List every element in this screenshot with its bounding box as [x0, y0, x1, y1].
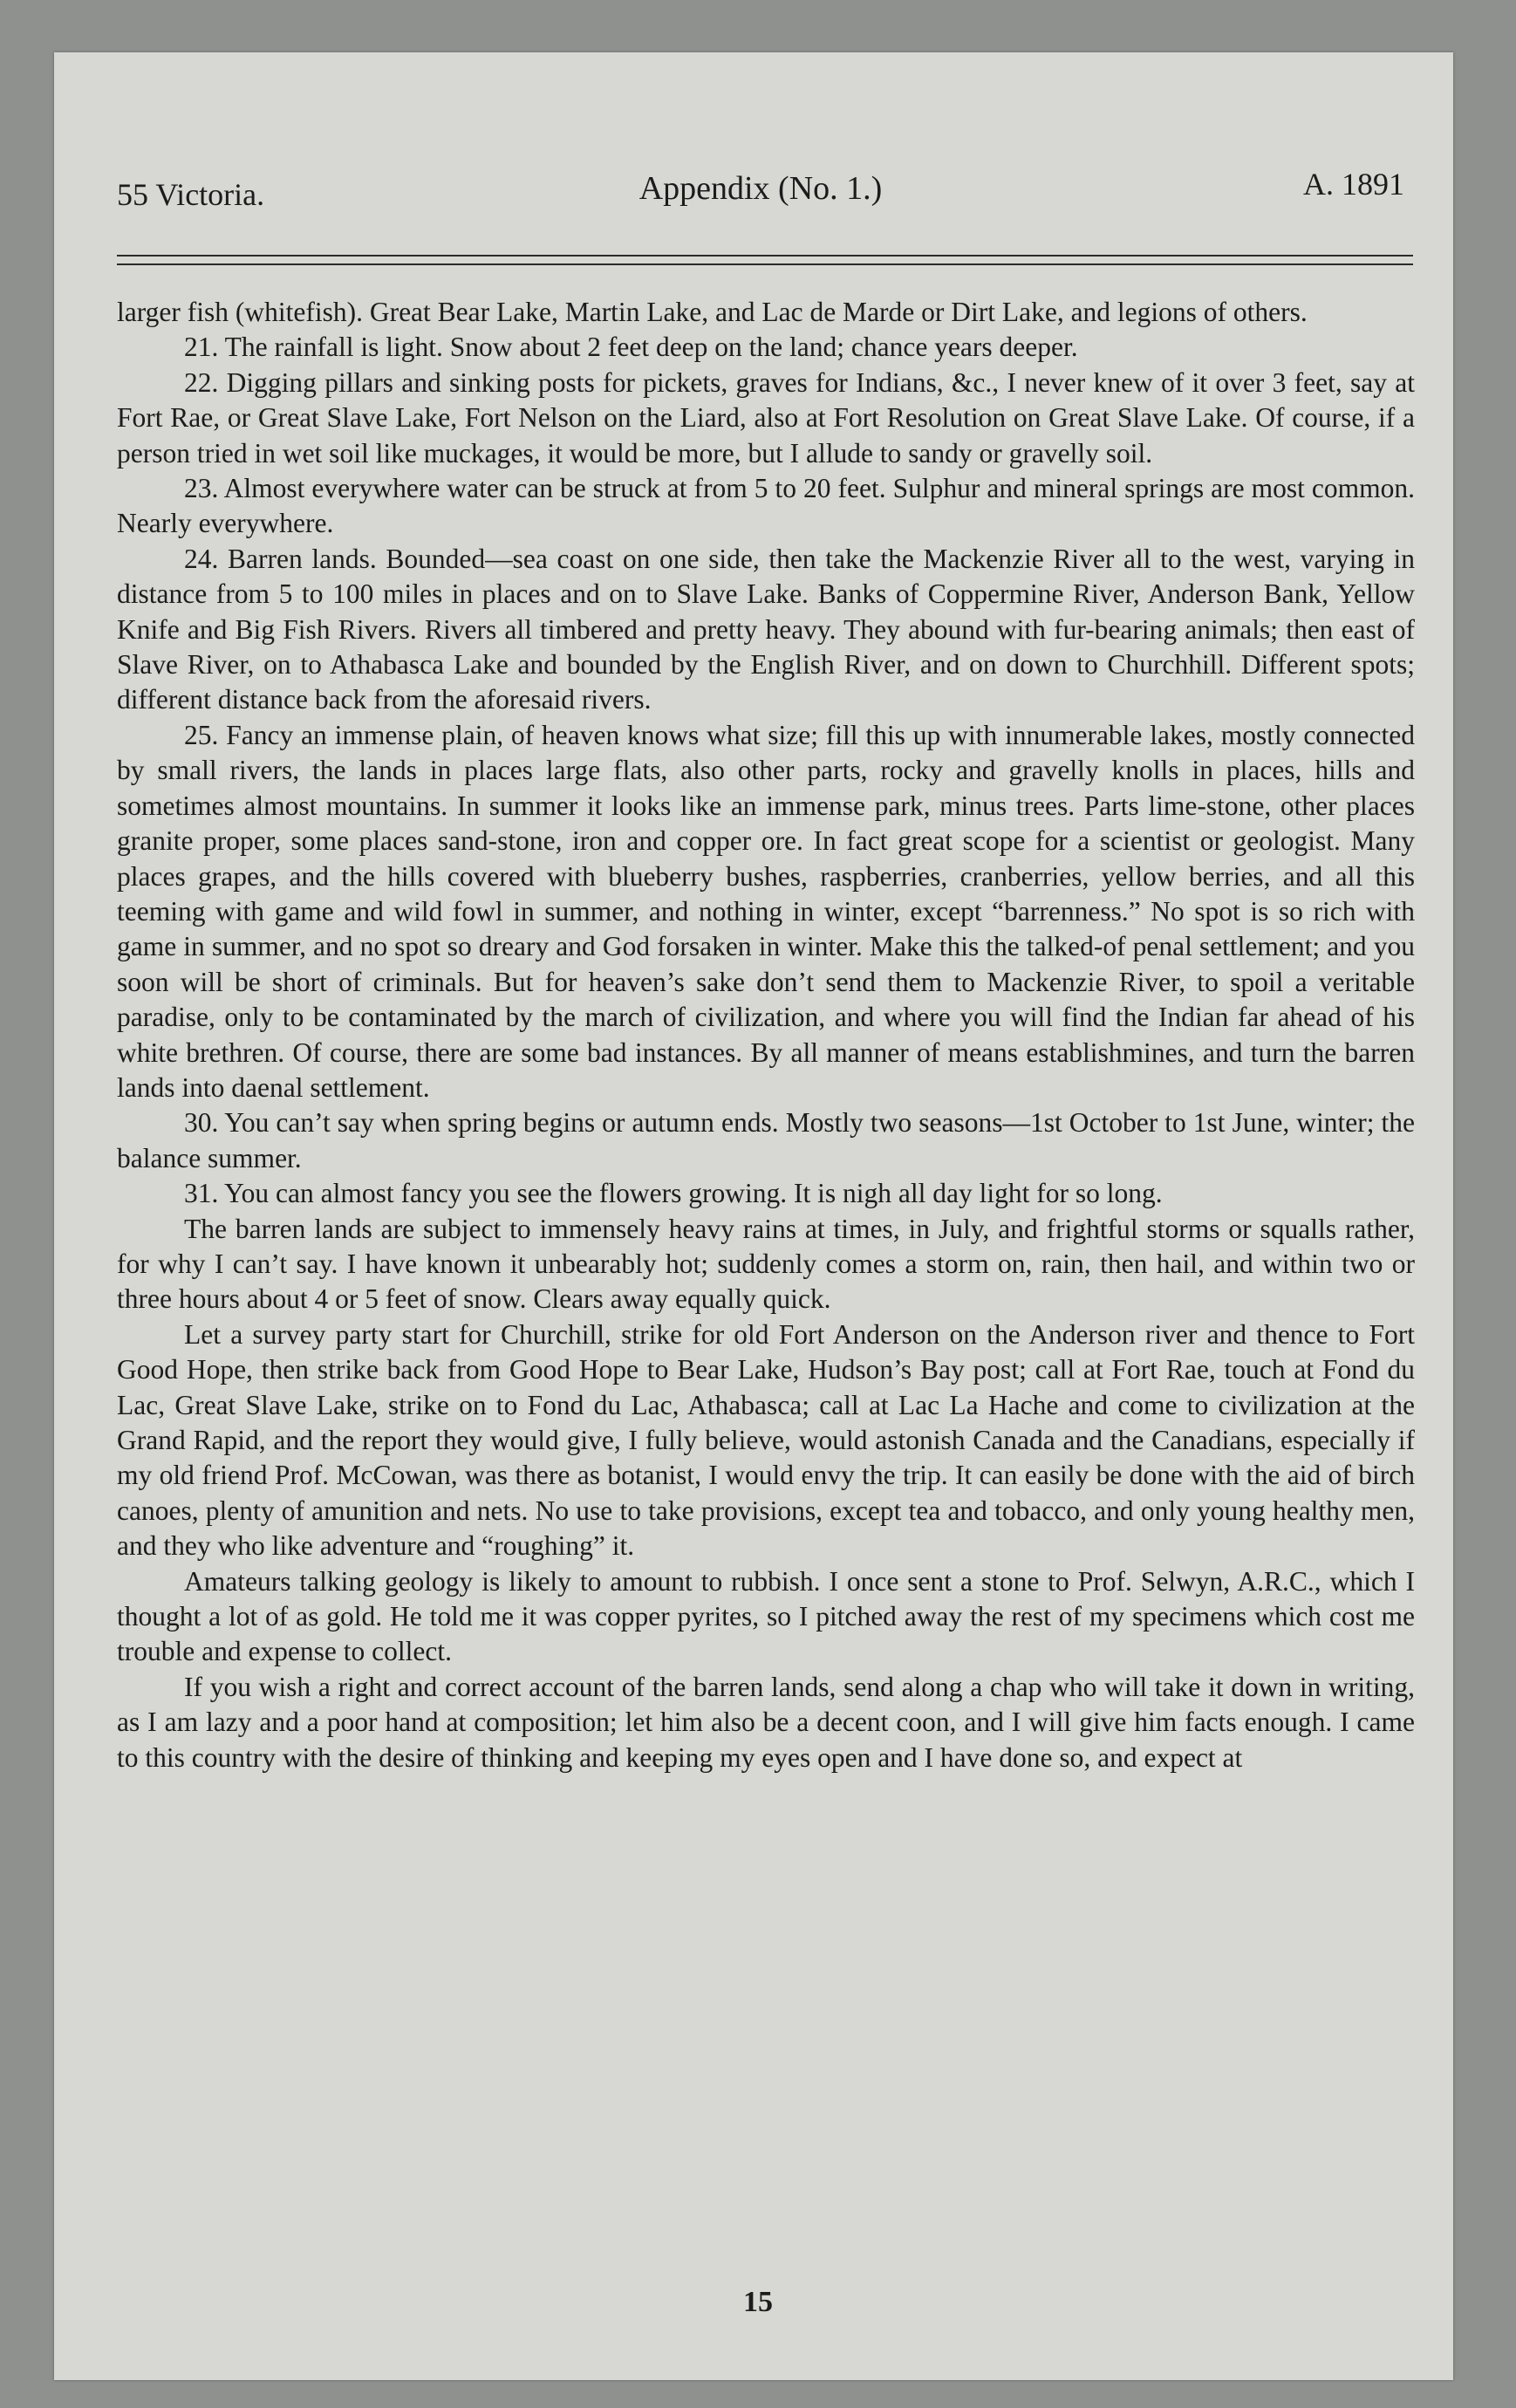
- page-number: 15: [743, 2286, 773, 2318]
- header-rule-top: [117, 255, 1413, 257]
- page-header: [117, 166, 1404, 218]
- paragraph-22: 22. Digging pillars and sinking posts for pickets, graves for Indians, &c., I never knew of it over 3 feet, say at Fort Rae, or Great Slave Lake, Fort Nelson on the Liard, also at Fort Resolution on Great Slave Lake. Of course, if a person tried in wet soil like muckages, it would be more, but I allude to sandy or gravelly soil.: [117, 366, 1415, 469]
- paragraph-continuation: larger fish (whitefish). Great Bear Lake, Martin Lake, and Lac de Marde or Dirt Lake, and legions of others.: [117, 297, 1308, 327]
- header-session: 55 Victoria.: [117, 177, 265, 212]
- paragraph-30: 30. You can’t say when spring begins or autumn ends. Mostly two seasons—1st October to 1st June, winter; the balance summer.: [117, 1107, 1415, 1173]
- header-appendix-title: Appendix (No. 1.): [638, 170, 883, 207]
- paragraph-23: 23. Almost everywhere water can be struck at from 5 to 20 feet. Sulphur and mineral springs are most common. Nearly everywhere.: [117, 473, 1415, 539]
- header-rule-bottom: [117, 263, 1413, 265]
- paragraph-31: 31. You can almost fancy you see the flowers growing. It is nigh all day light for so long.: [184, 1178, 1163, 1209]
- paragraph-account-request: If you wish a right and correct account of the barren lands, send along a chap who will take it down in writing, as I am lazy and a poor hand at composition; let him also be a decent coon, and I will give him facts enough. I came to this country with the desire of thinking and keeping my eyes open and I have done so, and expect at: [117, 1671, 1415, 1773]
- paragraph-25: 25. Fancy an immense plain, of heaven knows what size; fill this up with innumerable lakes, mostly connected by small rivers, the lands in places large flats, also other parts, rocky and gravelly knolls in places, hills and sometimes almost mountains. In summer it looks like an immense park, minus trees. Parts lime-stone, other places granite proper, some places sand-stone, iron and copper ore. In fact great scope for a scientist or geologist. Many places grapes, and the hills covered with blueberry bushes, raspberries, cranberries, yellow berries, and all this teeming with game and wild fowl in summer, and nothing in winter, except “barrenness.” No spot is so rich with game in summer, and no spot so dreary and God forsaken in winter. Make this the talked-of penal settlement; and you soon will be short of criminals. But for heaven’s sake don’t send them to Mackenzie River, to spoil a veritable paradise, only to be contaminated by the march of civilization, and where you will find the Indian far ahead of his white brethren. Of course, there are some bad instances. By all manner of means establishmines, and turn the barren lands into daenal settlement.: [117, 719, 1415, 1103]
- paragraph-21: 21. The rainfall is light. Snow about 2 feet deep on the land; chance years deeper.: [184, 332, 1078, 363]
- paragraph-24: 24. Barren lands. Bounded—sea coast on one side, then take the Mackenzie River all to the west, varying in distance from 5 to 100 miles in places and on to Slave Lake. Banks of Coppermine River, Anderson Bank, Yellow Knife and Big Fish Rivers. Rivers all timbered and pretty heavy. They abound with fur-bearing animals; then east of Slave River, on to Athabasca Lake and bounded by the English River, and on down to Churchhill. Different spots; different distance back from the aforesaid rivers.: [117, 543, 1415, 715]
- paragraph-amateur-geology: Amateurs talking geology is likely to amount to rubbish. I once sent a stone to Prof. Selwyn, A.R.C., which I thought a lot of as gold. He told me it was copper pyrites, so I pitched away the rest of my specimens which cost me trouble and expense to collect.: [117, 1565, 1415, 1667]
- body-text: [117, 295, 1415, 1775]
- paragraph-survey-party: Let a survey party start for Churchill, strike for old Fort Anderson on the Anderson river and thence to Fort Good Hope, then strike back from Good Hope to Bear Lake, Hudson’s Bay post; call at Fort Rae, touch at Fond du Lac, Great Slave Lake, strike on to Fond du Lac, Athabasca; call at Lac La Hache and come to civilization at the Grand Rapid, and the report they would give, I fully believe, would astonish Canada and the Canadians, especially if my old friend Prof. McCowan, was there as botanist, I would envy the trip. It can easily be done with the aid of birch canoes, plenty of amunition and nets. No use to take provisions, except tea and tobacco, and only young healthy men, and they who like adventure and “roughing” it.: [117, 1318, 1415, 1562]
- header-year: A. 1891: [1303, 167, 1404, 202]
- paragraph-barren-lands-weather: The barren lands are subject to immensely heavy rains at times, in July, and frightful storms or squalls rather, for why I can’t say. I have known it unbearably hot; suddenly comes a storm on, rain, then hail, and within two or three hours about 4 or 5 feet of snow. Clears away equally quick.: [117, 1213, 1415, 1315]
